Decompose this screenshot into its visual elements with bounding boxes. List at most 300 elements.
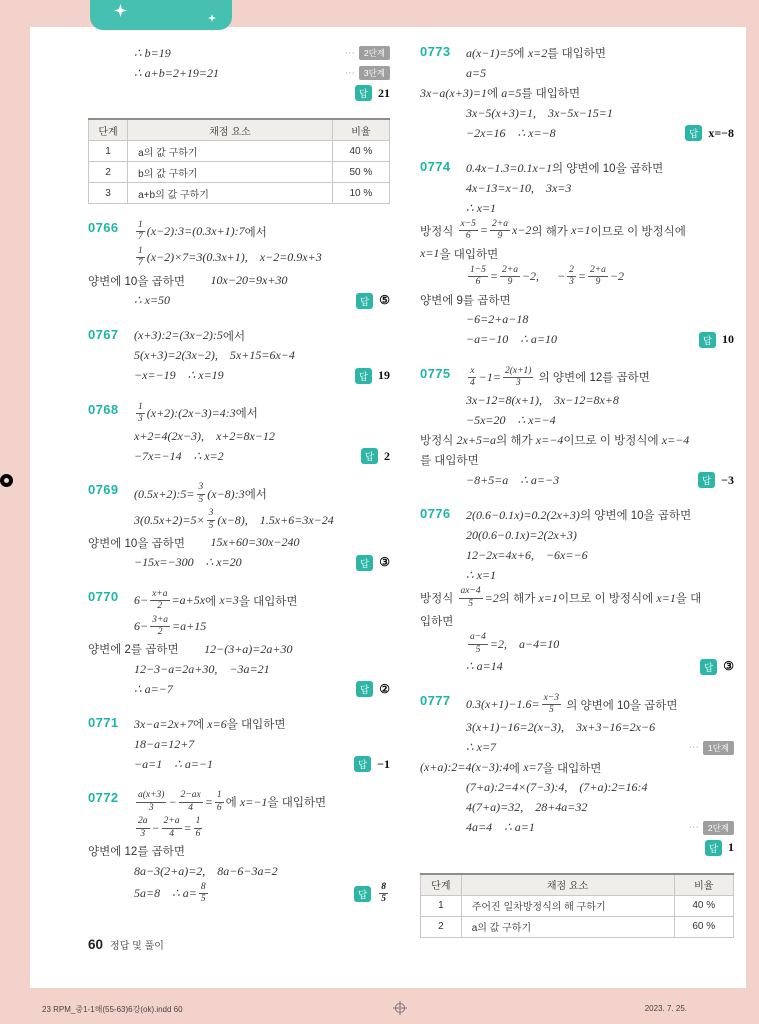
problem-number: 0776 [420, 506, 451, 522]
line-content [134, 219, 267, 245]
step-badge: 2단계 [359, 46, 390, 60]
line-content [134, 481, 267, 507]
fraction [197, 482, 206, 506]
chapter-header-decoration [90, 0, 232, 30]
fraction-denominator: 5 [475, 644, 481, 655]
line-content [466, 312, 528, 327]
problem-number: 0767 [88, 326, 119, 342]
math-text: 3x−12=8(x+1), 3x−12=8x+8 [466, 392, 619, 407]
line-content [466, 473, 559, 488]
math-text: −a=−10 ∴ a=10 [466, 332, 558, 347]
fraction [459, 586, 483, 610]
fraction [500, 265, 520, 289]
line-content [466, 659, 503, 674]
solution-line [466, 123, 734, 143]
solution-line [134, 83, 390, 103]
korean-text: 에서 [222, 330, 246, 343]
line-content [420, 613, 453, 629]
solution-block [88, 789, 390, 906]
fraction [459, 219, 478, 243]
column-right [420, 43, 734, 940]
solution-line [420, 218, 734, 244]
solution-line [88, 533, 390, 553]
fraction-denominator: 2 [157, 627, 163, 638]
korean-text: 에 [192, 719, 208, 732]
math-text: (x−8):3 [207, 486, 245, 501]
math-text: x=1 [571, 223, 591, 238]
line-tail [337, 66, 390, 80]
solution-line [420, 585, 734, 611]
math-text: ∴ a=−7 [134, 681, 173, 696]
answer-badge: 답 [356, 293, 373, 309]
solution-line [466, 178, 734, 198]
korean-text: 을 대입하면 [226, 719, 286, 732]
math-text: = [479, 223, 489, 238]
answer-badge: 답 [698, 472, 715, 488]
answer-value: x=−8 [708, 125, 734, 140]
fraction-denominator: 3 [138, 413, 143, 424]
korean-text: 을 대입하면 [267, 797, 327, 810]
korean-text: 의 양변에 10을 곱하면 [563, 699, 678, 712]
line-content [466, 820, 535, 835]
table-row [89, 162, 390, 183]
line-content [420, 432, 689, 448]
line-content [134, 245, 322, 271]
problem-number: 0768 [88, 401, 119, 417]
fraction-numerator: 3 [197, 482, 206, 494]
korean-text: 에 [513, 48, 528, 60]
table-cell: 40 % [674, 895, 733, 916]
solution-line [88, 271, 390, 291]
math-text: x=1 [538, 590, 558, 605]
fraction-denominator: 9 [507, 277, 513, 288]
math-text: − [168, 794, 177, 809]
line-content [466, 548, 588, 563]
problem-number: 0770 [88, 588, 119, 604]
table-cell: 10 % [332, 183, 389, 204]
line-tail [346, 881, 390, 907]
math-text: −2 [609, 269, 625, 284]
fraction-numerator: x−5 [459, 219, 478, 231]
grading-table-body [89, 141, 390, 204]
korean-text: 방정식 [420, 225, 457, 238]
fraction-denominator: 5 [208, 520, 214, 531]
line-content [134, 449, 224, 464]
solution-line [466, 103, 734, 123]
answer-value: ② [379, 681, 390, 696]
fraction-denominator: 6 [465, 231, 471, 242]
fraction [136, 246, 145, 270]
table-cell: a의 값 구하기 [128, 141, 333, 162]
answer-badge: 답 [700, 659, 717, 675]
fraction-denominator: 7 [138, 232, 143, 243]
answer-badge: 답 [354, 756, 371, 772]
fraction-denominator: 3 [140, 828, 146, 839]
math-text: x=1 [420, 246, 440, 261]
line-tail [681, 741, 734, 755]
fraction-numerator: 1 [136, 246, 145, 258]
solution-block [88, 326, 390, 386]
korean-text: 의 해가 [496, 435, 536, 448]
fraction-numerator: 1−5 [468, 265, 488, 277]
line-content [420, 760, 601, 776]
solution-line [134, 219, 390, 245]
korean-text: 이므로 이 방정식에 [557, 593, 657, 606]
line-tail [348, 681, 390, 697]
math-text: −8+5=a ∴ a=−3 [466, 472, 560, 487]
line-content [134, 757, 213, 772]
line-tail [690, 472, 734, 488]
math-text: x−2 [511, 223, 532, 238]
line-content [420, 218, 686, 244]
line-content [466, 181, 571, 196]
fraction-numerator: ax−4 [459, 586, 483, 598]
korean-text: 양변에 12를 곱하면 [88, 846, 185, 859]
solution-line [420, 758, 734, 778]
line-content [420, 292, 511, 308]
korean-text: 양변에 2를 곱하면 [88, 644, 205, 657]
fraction [179, 790, 203, 814]
fraction [207, 508, 216, 532]
table-row [89, 183, 390, 204]
korean-text: 방정식 [420, 593, 457, 606]
line-tail [347, 368, 390, 384]
line-content [466, 264, 624, 290]
solution-line [134, 446, 390, 466]
fraction-numerator: a(x+3) [136, 790, 166, 802]
line-content [420, 452, 479, 468]
grading-table [88, 118, 390, 204]
line-content [88, 843, 185, 859]
answer-fraction [379, 882, 388, 906]
math-text: x=1 [656, 590, 676, 605]
solution-line [134, 366, 390, 386]
fraction [567, 265, 576, 289]
grading-table-body [421, 895, 734, 937]
solution-line [134, 507, 390, 533]
math-text: 5(x+3)=2(3x−2), 5x+15=6x−4 [134, 348, 295, 363]
fraction [136, 790, 166, 814]
table-row [421, 916, 734, 937]
ellipsis: ⋯ [688, 742, 699, 754]
problem-number: 0766 [88, 220, 119, 235]
line-content [134, 815, 204, 841]
solution-line [466, 470, 734, 490]
math-text: 18−a=12+7 [134, 736, 195, 751]
line-content [134, 293, 170, 308]
fraction-denominator: 7 [138, 258, 143, 269]
math-text: =a+15 [172, 619, 207, 634]
fraction-numerator: x+a [150, 589, 169, 601]
math-text: x=6 [207, 716, 227, 731]
table-cell: 3 [89, 183, 128, 204]
math-text: 4(7+a)=32, 28+4a=32 [466, 800, 588, 815]
line-tail [697, 840, 734, 856]
math-text: − [151, 820, 160, 835]
fraction-numerator: 1 [194, 816, 203, 828]
grading-table-header: 단계 [421, 874, 462, 896]
solution-line [134, 553, 390, 573]
solution-line [88, 841, 390, 861]
math-text: 3x−a(x+3)=1 [420, 85, 487, 100]
math-text: (x−2)×7=3(0.3x+1), x−2=0.9x+3 [146, 250, 322, 265]
line-content [420, 585, 701, 611]
solution-line [466, 505, 734, 525]
ellipsis: ⋯ [344, 47, 355, 59]
line-content [134, 46, 171, 61]
fraction-numerator: 1 [215, 790, 224, 802]
problem-number: 0769 [88, 482, 119, 498]
answer-badge: 답 [355, 85, 372, 101]
solution-line [420, 244, 734, 264]
korean-text: 를 대입하면 [521, 88, 581, 100]
korean-text: 를 대입하면 [547, 48, 607, 60]
problem-number: 0777 [420, 692, 451, 708]
answer-badge: 답 [356, 681, 373, 697]
fraction-denominator: 5 [198, 494, 204, 505]
fraction-denominator: 5 [468, 598, 473, 609]
solution-line [134, 481, 390, 507]
korean-text: 에서 [244, 489, 267, 502]
line-content [134, 881, 210, 907]
step-badge: 3단계 [359, 66, 390, 80]
fraction-denominator: 3 [148, 802, 154, 813]
column-left [88, 43, 390, 907]
line-content [466, 66, 486, 81]
math-text: (0.5x+2):5= [134, 486, 195, 501]
crosshair-mark-icon [393, 1001, 407, 1015]
solution-line [134, 881, 390, 907]
solution-line [134, 245, 390, 271]
answer-badge: 답 [705, 840, 722, 856]
table-cell: b의 값 구하기 [128, 162, 333, 183]
fraction-denominator: 9 [497, 231, 503, 242]
math-text: =2, a−4=10 [489, 636, 560, 651]
answer-value: 10 [722, 332, 734, 347]
fraction [542, 693, 561, 717]
fraction [162, 816, 182, 840]
solution-line [420, 290, 734, 310]
math-text: (7+a):2=4×(7−3):4, (7+a):2=16:4 [466, 780, 648, 795]
line-content [134, 864, 278, 879]
math-text: ∴ x=1 [466, 567, 497, 582]
fraction-denominator: 3 [569, 277, 574, 288]
math-text: (x−2):3=(0.3x+1):7 [146, 224, 245, 239]
math-text: 8a−3(2+a)=2, 8a−6−3a=2 [134, 863, 278, 878]
math-text: = [204, 794, 213, 809]
math-text: −6=2+a−18 [466, 312, 529, 327]
ellipsis: ⋯ [688, 822, 699, 834]
table-cell: 1 [89, 141, 128, 162]
solution-line [466, 330, 734, 350]
solution-line [420, 450, 734, 470]
math-text: ∴ a=14 [466, 659, 503, 674]
math-text: 4x−13=x−10, 3x=3 [466, 180, 572, 195]
table-cell: 50 % [332, 162, 389, 183]
solution-line [134, 659, 390, 679]
line-content [134, 716, 285, 732]
fraction-denominator: 6 [475, 277, 481, 288]
korean-text: 의 해가 [498, 593, 539, 606]
math-text: ∴ b=19 [134, 45, 171, 60]
math-text: (x−8), 1.5x+6=3x−24 [217, 512, 334, 527]
answer-badge: 답 [699, 332, 716, 348]
math-text: 6− [134, 619, 149, 634]
solution-block [420, 365, 734, 491]
solution-block [88, 401, 390, 467]
solution-block [88, 481, 390, 573]
fraction [150, 589, 169, 613]
math-text: 4a=4 ∴ a=1 [466, 820, 535, 835]
line-content [466, 507, 691, 523]
fraction [136, 220, 145, 244]
line-content [466, 800, 587, 815]
solution-line [134, 815, 390, 841]
solution-block [420, 692, 734, 858]
solution-block [88, 219, 390, 311]
line-content [134, 507, 334, 533]
line-content [134, 348, 295, 363]
table-cell: a의 값 구하기 [461, 916, 674, 937]
grading-table [420, 873, 734, 938]
fraction [136, 402, 145, 426]
fraction-denominator: 2 [157, 601, 163, 612]
line-content [420, 85, 580, 101]
math-text: 0.3(x+1)−1.6= [466, 697, 540, 712]
answer-value: −3 [721, 472, 734, 487]
fraction-denominator: 6 [195, 828, 201, 839]
math-text: ∴ x=1 [466, 200, 497, 215]
line-tail [691, 332, 734, 348]
fraction [588, 265, 608, 289]
fraction-numerator: 2+a [162, 816, 182, 828]
math-text: −7x=−14 ∴ x=2 [134, 448, 224, 463]
solution-line [466, 692, 734, 718]
table-row [421, 895, 734, 916]
korean-text: 입하면 [420, 616, 454, 629]
table-cell: 1 [421, 895, 462, 916]
fraction [503, 366, 533, 390]
grading-table-header: 비율 [674, 874, 733, 896]
fraction-numerator: 2−ax [179, 790, 203, 802]
answer-value: 1 [728, 840, 734, 855]
line-content [134, 614, 206, 640]
line-tail [347, 85, 390, 101]
korean-text: 을 대입하면 [542, 762, 602, 775]
fraction-numerator: 2a [136, 816, 150, 828]
math-text: 12−3−a=2a+30, −3a=21 [134, 661, 270, 676]
line-tail [677, 125, 734, 141]
math-text: a(x−1)=5 [466, 45, 514, 60]
line-content [466, 365, 650, 391]
solution-line [134, 63, 390, 83]
print-file-info: 23 RPM_중1-1해(55-63)6강(ok).indd 60 [42, 1005, 183, 1014]
page-content-area [30, 27, 746, 988]
solution-line [134, 588, 390, 614]
answer-value: ③ [379, 555, 390, 570]
step-badge: 1단계 [703, 741, 734, 755]
solution-line [466, 264, 734, 290]
fraction-numerator: 3 [207, 508, 216, 520]
fraction-numerator: 8 [379, 882, 388, 894]
solution-block [420, 158, 734, 350]
math-text: ∴ x=50 [134, 293, 171, 308]
fraction-denominator: 5 [548, 705, 554, 716]
korean-text: 의 양변에 12를 곱하면 [535, 372, 650, 385]
line-content [466, 332, 557, 347]
math-text: = [489, 269, 499, 284]
fraction-numerator: 1 [136, 402, 145, 414]
line-content [134, 368, 224, 383]
korean-text: 에서 [244, 226, 267, 239]
math-text: 3(0.5x+2)=5× [134, 512, 205, 527]
answer-value: 21 [378, 85, 390, 100]
solution-line [466, 365, 734, 391]
korean-text: 에 [205, 595, 220, 608]
math-text: x+2=4(2x−3), x+2=8x−12 [134, 428, 275, 443]
math-text: −2x=16 ∴ x=−8 [466, 125, 556, 140]
korean-text: 이므로 이 방정식에 [590, 225, 686, 238]
solution-block [420, 43, 734, 143]
grading-table-block [420, 873, 734, 938]
problem-number: 0773 [420, 44, 451, 59]
math-text: x=−1 [239, 794, 268, 809]
fraction-denominator: 6 [216, 802, 222, 813]
problem-number: 0774 [420, 159, 451, 174]
solution-line [134, 43, 390, 63]
line-content [466, 413, 556, 428]
fraction-denominator: 4 [169, 828, 174, 839]
solution-line [466, 778, 734, 798]
fraction [468, 366, 477, 390]
fraction-denominator: 4 [470, 377, 475, 388]
solution-line [466, 410, 734, 430]
solution-block [88, 714, 390, 774]
math-text: x=7 [523, 760, 543, 775]
korean-text: 을 대 [675, 593, 702, 606]
math-text: 5a=8 ∴ a= [134, 886, 197, 901]
line-content [466, 201, 496, 216]
korean-text: 에 [486, 88, 502, 100]
korean-text: 을 대입하면 [238, 595, 298, 608]
registration-mark-hole [4, 478, 9, 483]
solution-line [134, 754, 390, 774]
korean-text: 에서 [235, 408, 258, 421]
korean-text: 에 [225, 797, 240, 810]
math-text: −x=−19 ∴ x=19 [134, 368, 224, 383]
table-cell: 40 % [332, 141, 389, 162]
answer-badge: 답 [685, 125, 702, 141]
line-tail [346, 756, 390, 772]
solution-line [466, 390, 734, 410]
fraction [150, 615, 170, 639]
solution-block [420, 505, 734, 677]
line-content [466, 720, 655, 735]
solution-line [134, 346, 390, 366]
line-content [466, 528, 577, 543]
fraction [199, 882, 208, 906]
line-tail [353, 448, 390, 464]
line-content [466, 106, 613, 121]
korean-text: 을 대입하면 [439, 248, 499, 261]
math-text: (x+2):(2x−3)=4:3 [146, 405, 236, 420]
math-text: ∴ x=7 [466, 740, 497, 755]
answer-badge: 답 [356, 555, 373, 571]
math-text: 3x−a=2x+7 [134, 716, 193, 731]
table-cell: 2 [89, 162, 128, 183]
page-number: 60 [88, 937, 104, 952]
fraction-numerator: a−4 [468, 632, 488, 644]
